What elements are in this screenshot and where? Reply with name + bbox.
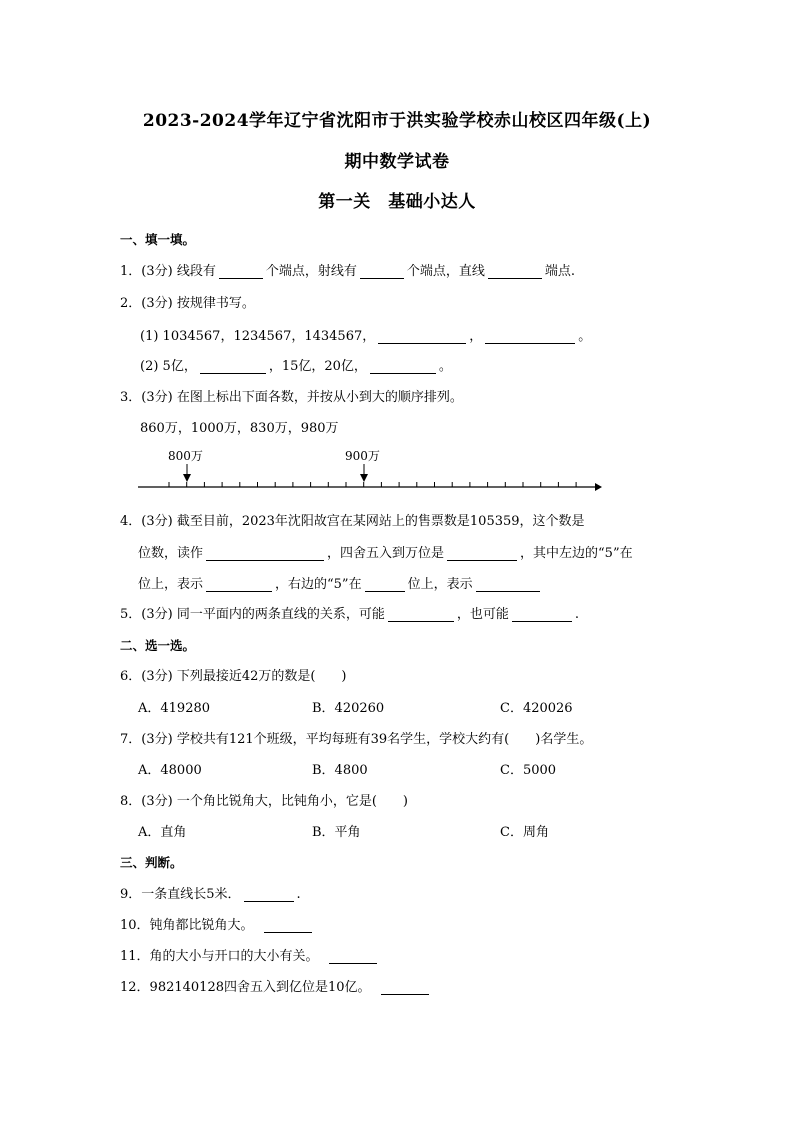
- answer-blank[interactable]: [512, 607, 572, 622]
- question-11: [120, 945, 380, 964]
- exam-section-title: 第一关 基础小达人: [318, 192, 476, 212]
- answer-blank[interactable]: [200, 359, 266, 374]
- number-line-diagram: [130, 442, 610, 498]
- section-true-false: 三、判断。: [120, 855, 183, 870]
- arrow-800-head: [183, 474, 191, 482]
- question-5: [120, 603, 579, 622]
- answer-blank[interactable]: [329, 949, 377, 964]
- question-9-text: 9．一条直线长5米．: [120, 887, 241, 902]
- question-12-text: 12．982140128四舍五入到亿位是10亿。: [120, 980, 371, 995]
- question-8-option-b[interactable]: B．平角: [312, 825, 361, 840]
- question-4-text-d: 位上，表示: [138, 577, 204, 592]
- question-5-text-a: 5．(3分) 同一平面内的两条直线的关系，可能: [120, 607, 385, 622]
- question-5-text-b: ，也可能: [456, 607, 509, 622]
- question-7: 7．(3分) 学校共有121个班级，平均每班有39名学生，学校大约有( )名学生。: [120, 732, 593, 747]
- question-5-text-c: .: [574, 607, 579, 622]
- arrow-900-head: [360, 474, 368, 482]
- answer-blank[interactable]: [264, 918, 312, 933]
- question-4-text-c: ，其中左边的“5”在: [520, 546, 633, 561]
- question-7-option-c[interactable]: C．5000: [500, 763, 557, 778]
- question-8-option-a[interactable]: A．直角: [138, 825, 187, 840]
- question-4-text-a: 位数，读作: [138, 546, 204, 561]
- question-3: 3．(3分) 在图上标出下面各数，并按从小到大的顺序排列。: [120, 390, 463, 405]
- answer-blank[interactable]: [206, 577, 272, 592]
- number-line-ticks: [169, 482, 576, 487]
- question-2-sub2-text: (2) 5亿，: [140, 359, 197, 374]
- question-6-option-b[interactable]: B．420260: [312, 701, 385, 716]
- question-1-text-d: 端点.: [544, 264, 575, 279]
- question-6-option-a[interactable]: A．419280: [138, 701, 211, 716]
- question-2-sub1-sep: ，: [469, 329, 483, 344]
- question-12: [120, 976, 432, 995]
- question-7-option-b[interactable]: B．4800: [312, 763, 368, 778]
- question-4-line1: 4．(3分) 截至目前，2023年沈阳故宫在某网站上的售票数是105359，这个数是: [120, 514, 585, 529]
- question-2: 2．(3分) 按规律书写。: [120, 296, 255, 311]
- question-6: 6．(3分) 下列最接近42万的数是( ): [120, 669, 347, 684]
- answer-blank[interactable]: [244, 887, 294, 902]
- question-2-sub2-mid: ，15亿，20亿，: [268, 359, 367, 374]
- number-line-arrowhead: [595, 483, 602, 491]
- question-2-sub2-end: 。: [438, 359, 452, 374]
- question-1-text-a: 1．(3分) 线段有: [120, 264, 216, 279]
- question-3-numbers: 860万，1000万，830万，980万: [140, 421, 339, 436]
- answer-blank[interactable]: [388, 607, 454, 622]
- answer-blank[interactable]: [370, 359, 436, 374]
- question-8-option-c[interactable]: C．周角: [500, 825, 549, 840]
- answer-blank[interactable]: [381, 980, 429, 995]
- question-4-text-e: ，右边的“5”在: [275, 577, 362, 592]
- number-line-label-800: 800万: [168, 449, 203, 463]
- question-4-line3: [138, 573, 543, 592]
- question-10-text: 10．钝角都比锐角大。: [120, 918, 254, 933]
- answer-blank[interactable]: [360, 264, 404, 279]
- number-line-label-900: 900万: [345, 449, 380, 463]
- section-fill-in: 一、填一填。: [120, 232, 196, 247]
- question-2-sub1-end: 。: [578, 329, 592, 344]
- question-10: [120, 914, 315, 933]
- question-1: [120, 260, 575, 279]
- question-9-end: .: [296, 887, 301, 902]
- exam-title-line1: 2023-2024学年辽宁省沈阳市于洪实验学校赤山校区四年级(上): [142, 111, 652, 131]
- answer-blank[interactable]: [365, 577, 405, 592]
- answer-blank[interactable]: [447, 546, 517, 561]
- question-4-text-b: ，四舍五入到万位是: [327, 546, 445, 561]
- question-4-line2: [138, 542, 633, 561]
- question-11-text: 11．角的大小与开口的大小有关。: [120, 949, 319, 964]
- answer-blank[interactable]: [485, 329, 575, 344]
- question-2-sub1-text: (1) 1034567，1234567，1434567，: [140, 329, 376, 344]
- section-multiple-choice: 二、选一选。: [120, 638, 196, 653]
- question-9: [120, 883, 301, 902]
- answer-blank[interactable]: [206, 546, 324, 561]
- question-8: 8．(3分) 一个角比锐角大，比钝角小，它是( ): [120, 794, 408, 809]
- question-7-option-a[interactable]: A．48000: [138, 763, 202, 778]
- answer-blank[interactable]: [476, 577, 540, 592]
- answer-blank[interactable]: [219, 264, 263, 279]
- question-2-sub1: [140, 325, 591, 344]
- question-4-text-f: 位上，表示: [407, 577, 473, 592]
- answer-blank[interactable]: [378, 329, 466, 344]
- question-2-sub2: [140, 355, 452, 374]
- exam-title-line2: 期中数学试卷: [344, 152, 450, 172]
- question-1-text-c: 个端点，直线: [406, 264, 485, 279]
- answer-blank[interactable]: [488, 264, 542, 279]
- question-1-text-b: 个端点，射线有: [265, 264, 357, 279]
- question-6-option-c[interactable]: C．420026: [500, 701, 573, 716]
